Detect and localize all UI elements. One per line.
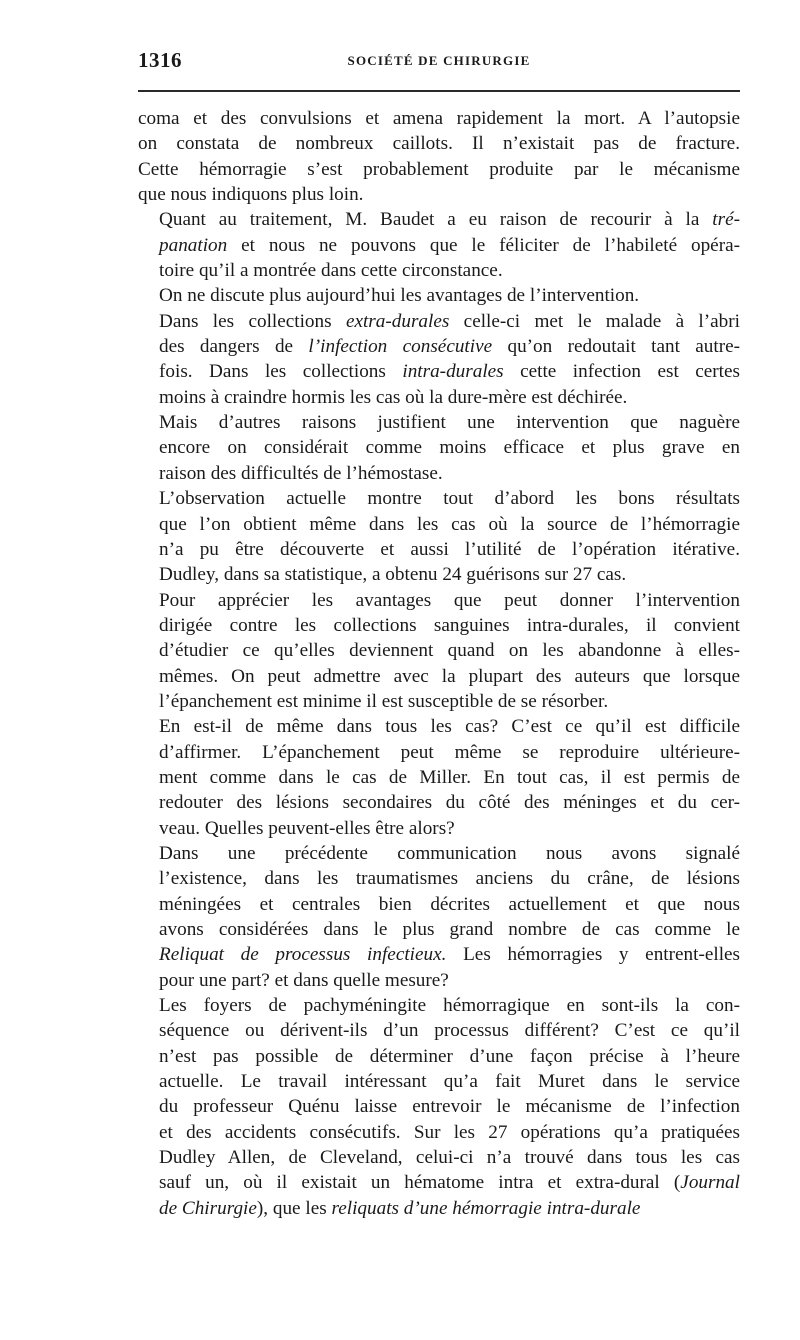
text-segment: Dans une précédente communication nous avons signalé: [159, 842, 740, 864]
text-segment: qu’on redoutait tant autre-: [492, 336, 740, 358]
italic-text: panation: [159, 234, 228, 256]
text-segment: coma et des convulsions et amena rapidement la mort. A l’autopsie: [138, 108, 740, 129]
text-segment: redouter des lésions secondaires du côté des méninges et du cer-: [159, 792, 740, 814]
text-segment: encore on considérait comme moins efficace et plus grave en: [159, 437, 740, 459]
text-line: [138, 131, 740, 156]
text-line: [138, 917, 740, 942]
text-line: [138, 613, 740, 638]
text-segment: On ne discute plus aujourd’hui les avantages de l’intervention.: [159, 285, 640, 307]
text-line: [138, 157, 740, 182]
text-line: [138, 740, 740, 765]
text-segment: Dudley Allen, de Cleveland, celui-ci n’a trouvé dans tous les cas: [159, 1147, 740, 1169]
text-segment: veau. Quelles peuvent-elles être alors?: [159, 817, 455, 839]
text-line: [138, 1094, 740, 1119]
italic-text: Reliquat de processus infectieux.: [159, 944, 447, 966]
text-segment: des dangers de: [159, 336, 309, 358]
paragraph: [138, 106, 740, 207]
text-segment: dirigée contre les collections sanguines intra-durales, il convient: [159, 614, 740, 636]
italic-text: reliquats d’une hémorragie intra-durale: [331, 1197, 641, 1219]
text-line: [138, 588, 740, 613]
text-line: [138, 714, 740, 739]
text-line: [138, 334, 740, 359]
text-line: [138, 638, 740, 663]
running-head: SOCIÉTÉ DE CHIRURGIE: [347, 53, 531, 68]
text-line: [138, 1069, 740, 1094]
text-line: [138, 182, 740, 207]
text-segment: avons considérées dans le plus grand nombre de cas comme le: [159, 919, 740, 940]
paragraph: [138, 309, 740, 410]
text-segment: Mais d’autres raisons justifient une intervention que naguère: [159, 412, 740, 434]
text-line: [138, 866, 740, 891]
text-segment: moins à craindre hormis les cas où la dure-mère est déchirée.: [159, 386, 628, 408]
italic-text: Journal: [680, 1172, 740, 1194]
italic-text: extra-durales: [345, 310, 450, 332]
text-segment: séquence ou dérivent-ils d’un processus différent? C’est ce qu’il: [159, 1020, 740, 1042]
paragraph: [138, 207, 740, 283]
text-line: [138, 1018, 740, 1043]
text-line: [138, 1044, 740, 1069]
paragraph: [138, 486, 740, 587]
text-line: [138, 765, 740, 790]
text-line: [138, 942, 740, 967]
text-segment: l’existence, dans les traumatismes anciens du crâne, de lésions: [159, 868, 740, 890]
text-line: [138, 512, 740, 537]
page-header: [138, 48, 740, 82]
text-line: [138, 892, 740, 917]
italic-text: intra-durales: [402, 361, 504, 383]
italic-text: tré-: [712, 209, 740, 231]
text-segment: En est-il de même dans tous les cas? C’est ce qu’il est difficile: [159, 716, 740, 738]
text-segment: Cette hémorragie s’est probablement produite par le mécanisme: [138, 158, 740, 180]
text-segment: d’étudier ce qu’elles deviennent quand on les abandonne à elles-: [159, 640, 740, 662]
text-line: [138, 968, 740, 993]
page-number: 1316: [138, 48, 182, 72]
text-line: [138, 790, 740, 815]
text-segment: méningées et centrales bien décrites actuellement et que nous: [159, 893, 740, 915]
text-line: [138, 207, 740, 232]
text-line: [138, 1145, 740, 1170]
header-rule: [138, 90, 740, 92]
text-segment: que nous indiquons plus loin.: [138, 184, 364, 206]
paragraph: [138, 841, 740, 993]
text-segment: Les hémorragies y entrent-elles: [446, 944, 741, 966]
body-text: [138, 106, 740, 1221]
text-line: [138, 258, 740, 283]
text-line: [138, 410, 740, 435]
text-line: [138, 689, 740, 714]
text-segment: ), que les: [256, 1197, 332, 1219]
text-line: [138, 1120, 740, 1145]
text-line: [138, 283, 740, 308]
text-segment: celle-ci met le malade à l’abri: [449, 310, 740, 332]
text-segment: on constata de nombreux caillots. Il n’existait pas de fracture.: [138, 133, 740, 155]
text-segment: d’affirmer. L’épanchement peut même se reproduire ultérieure-: [159, 741, 740, 763]
text-segment: Les foyers de pachyméningite hémorragique en sont-ils la con-: [159, 995, 740, 1017]
text-line: [138, 359, 740, 384]
text-segment: l’épanchement est minime il est susceptible de se résorber.: [159, 690, 609, 712]
text-line: [138, 233, 740, 258]
text-line: [138, 664, 740, 689]
text-segment: L’observation actuelle montre tout d’abord les bons résultats: [159, 488, 740, 510]
text-line: [138, 486, 740, 511]
text-line: [138, 841, 740, 866]
text-line: [138, 435, 740, 460]
text-segment: n’a pu être découverte et aussi l’utilité de l’opération itérative.: [159, 538, 740, 560]
text-line: [138, 993, 740, 1018]
text-line: [138, 309, 740, 334]
text-line: [138, 461, 740, 486]
paragraph: [138, 714, 740, 841]
text-segment: toire qu’il a montrée dans cette circonstance.: [159, 260, 503, 282]
text-segment: Dans les collections: [159, 310, 346, 332]
text-segment: sauf un, où il existait un hématome intra et extra-dural (: [159, 1172, 681, 1194]
text-segment: pour une part? et dans quelle mesure?: [159, 969, 449, 991]
paragraph: [138, 993, 740, 1221]
paragraph: [138, 588, 740, 715]
text-segment: Dudley, dans sa statistique, a obtenu 24 guérisons sur 27 cas.: [159, 564, 627, 586]
text-segment: Pour apprécier les avantages que peut donner l’intervention: [159, 589, 740, 611]
text-segment: ment comme dans le cas de Miller. En tout cas, il est permis de: [159, 766, 740, 788]
text-segment: n’est pas possible de déterminer d’une façon précise à l’heure: [159, 1045, 740, 1067]
text-segment: cette infection est certes: [503, 361, 740, 383]
text-segment: du professeur Quénu laisse entrevoir le mécanisme de l’infection: [159, 1096, 740, 1118]
text-line: [138, 562, 740, 587]
text-segment: fois. Dans les collections: [159, 361, 403, 383]
text-segment: et des accidents consécutifs. Sur les 27 opérations qu’a pratiquées: [159, 1121, 740, 1143]
text-segment: mêmes. On peut admettre avec la plupart des auteurs que lorsque: [159, 665, 740, 687]
text-line: [138, 1196, 740, 1221]
paragraph: [138, 283, 740, 308]
text-segment: et nous ne pouvons que le féliciter de l’habileté opéra-: [227, 234, 740, 256]
document-page: [138, 48, 740, 1221]
text-line: [138, 385, 740, 410]
text-segment: que l’on obtient même dans les cas où la source de l’hémorragie: [159, 513, 740, 535]
paragraph: [138, 410, 740, 486]
text-segment: Quant au traitement, M. Baudet a eu raison de recourir à la: [159, 209, 713, 231]
text-line: [138, 106, 740, 131]
text-line: [138, 1170, 740, 1195]
text-segment: actuelle. Le travail intéressant qu’a fait Muret dans le service: [159, 1071, 740, 1093]
text-segment: raison des difficultés de l’hémostase.: [159, 462, 443, 484]
text-line: [138, 537, 740, 562]
italic-text: l’infection consécutive: [308, 336, 493, 358]
text-line: [138, 816, 740, 841]
italic-text: de Chirurgie: [159, 1197, 257, 1219]
